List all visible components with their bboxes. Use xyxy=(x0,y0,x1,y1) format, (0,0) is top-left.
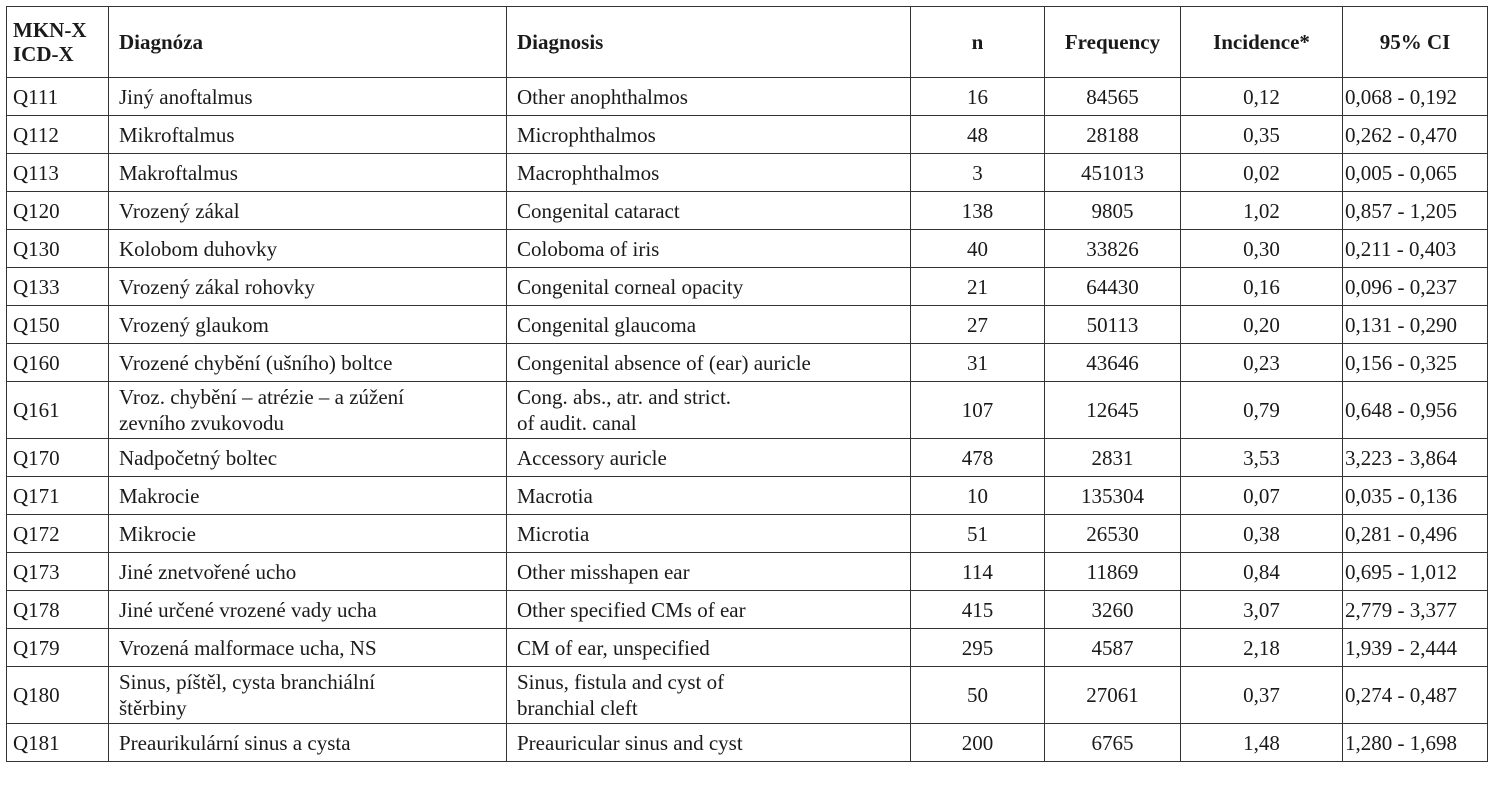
cell-diagnosis-line: Macrophthalmos xyxy=(517,160,660,185)
cell-frequency: 12645 xyxy=(1045,382,1181,439)
cell-diagnosis xyxy=(507,591,911,629)
table-row xyxy=(7,230,1488,268)
cell-frequency: 135304 xyxy=(1045,477,1181,515)
cell-frequency: 4587 xyxy=(1045,629,1181,667)
cell-incidence: 0,30 xyxy=(1181,230,1343,268)
cell-diagnosis xyxy=(507,306,911,344)
cell-n: 478 xyxy=(911,439,1045,477)
cell-ci: 1,280 - 1,698 xyxy=(1343,724,1488,762)
cell-frequency: 28188 xyxy=(1045,116,1181,154)
table-row xyxy=(7,591,1488,629)
cell-code: Q170 xyxy=(7,439,109,477)
table-row xyxy=(7,724,1488,762)
cell-diagnosis xyxy=(507,477,911,515)
cell-incidence: 0,12 xyxy=(1181,78,1343,116)
cell-diagnoza-line: Makroftalmus xyxy=(119,160,238,185)
cell-diagnosis-line: Macrotia xyxy=(517,483,593,508)
cell-incidence: 1,02 xyxy=(1181,192,1343,230)
cell-diagnosis xyxy=(507,268,911,306)
table-row xyxy=(7,306,1488,344)
cell-code: Q173 xyxy=(7,553,109,591)
cell-incidence: 0,35 xyxy=(1181,116,1343,154)
table-row xyxy=(7,629,1488,667)
cell-code: Q171 xyxy=(7,477,109,515)
table-row xyxy=(7,667,1488,724)
cell-ci: 1,939 - 2,444 xyxy=(1343,629,1488,667)
cell-diagnosis-line: Other anophthalmos xyxy=(517,84,688,109)
cell-diagnoza xyxy=(109,629,507,667)
header-incidence: Incidence* xyxy=(1181,7,1343,78)
cell-code: Q181 xyxy=(7,724,109,762)
cell-diagnosis-line: Coloboma of iris xyxy=(517,236,660,261)
cell-diagnosis xyxy=(507,192,911,230)
cell-diagnosis xyxy=(507,515,911,553)
cell-incidence: 0,37 xyxy=(1181,667,1343,724)
header-diagnosis: Diagnosis xyxy=(507,7,911,78)
cell-diagnosis-line: Sinus, fistula and cyst of xyxy=(517,670,725,694)
cell-n: 138 xyxy=(911,192,1045,230)
cell-ci: 0,156 - 0,325 xyxy=(1343,344,1488,382)
cell-incidence: 0,84 xyxy=(1181,553,1343,591)
cell-code: Q172 xyxy=(7,515,109,553)
cell-ci: 0,648 - 0,956 xyxy=(1343,382,1488,439)
cell-ci: 0,005 - 0,065 xyxy=(1343,154,1488,192)
cell-n: 51 xyxy=(911,515,1045,553)
table-row xyxy=(7,515,1488,553)
table-row xyxy=(7,268,1488,306)
cell-diagnoza xyxy=(109,724,507,762)
cell-n: 27 xyxy=(911,306,1045,344)
cell-diagnoza-line: Kolobom duhovky xyxy=(119,236,278,261)
cell-ci: 0,131 - 0,290 xyxy=(1343,306,1488,344)
cell-frequency: 11869 xyxy=(1045,553,1181,591)
header-row xyxy=(7,7,1488,78)
cell-diagnosis xyxy=(507,439,911,477)
cell-n: 50 xyxy=(911,667,1045,724)
cell-code: Q120 xyxy=(7,192,109,230)
cell-ci: 0,096 - 0,237 xyxy=(1343,268,1488,306)
cell-code: Q160 xyxy=(7,344,109,382)
cell-diagnoza xyxy=(109,154,507,192)
cell-frequency: 9805 xyxy=(1045,192,1181,230)
cell-diagnoza-line: Preaurikulární sinus a cysta xyxy=(119,730,351,755)
cell-code: Q179 xyxy=(7,629,109,667)
header-code: MKN-X ICD-X xyxy=(7,7,109,78)
cell-frequency: 64430 xyxy=(1045,268,1181,306)
cell-diagnoza xyxy=(109,230,507,268)
cell-diagnoza xyxy=(109,667,507,724)
cell-diagnosis-line: Microtia xyxy=(517,521,590,546)
cell-diagnosis-line: Congenital cataract xyxy=(517,198,680,223)
cell-diagnosis-line: Other specified CMs of ear xyxy=(517,597,746,622)
cell-n: 107 xyxy=(911,382,1045,439)
cell-diagnosis-line: Congenital absence of (ear) auricle xyxy=(517,350,811,375)
cell-diagnoza-line: Sinus, píštěl, cysta branchiální xyxy=(119,670,376,694)
cell-n: 200 xyxy=(911,724,1045,762)
header-diagnoza: Diagnóza xyxy=(109,7,507,78)
cell-code: Q150 xyxy=(7,306,109,344)
header-frequency: Frequency xyxy=(1045,7,1181,78)
cell-diagnosis xyxy=(507,629,911,667)
table-row xyxy=(7,553,1488,591)
cell-diagnoza-line: Makrocie xyxy=(119,483,200,508)
cell-frequency: 33826 xyxy=(1045,230,1181,268)
cell-diagnoza-line: Vrozená malformace ucha, NS xyxy=(119,635,377,660)
cell-n: 31 xyxy=(911,344,1045,382)
cell-incidence: 0,07 xyxy=(1181,477,1343,515)
table-row xyxy=(7,477,1488,515)
cell-code: Q180 xyxy=(7,667,109,724)
table-row xyxy=(7,439,1488,477)
cell-frequency: 26530 xyxy=(1045,515,1181,553)
cell-diagnoza-line: Vrozené chybění (ušního) boltce xyxy=(119,350,393,375)
cell-diagnoza-line: Jiné určené vrozené vady ucha xyxy=(119,597,377,622)
table-row xyxy=(7,382,1488,439)
cell-diagnoza-line: Vrozený zákal xyxy=(119,198,240,223)
cell-incidence: 0,20 xyxy=(1181,306,1343,344)
cell-n: 295 xyxy=(911,629,1045,667)
cell-incidence: 0,79 xyxy=(1181,382,1343,439)
cell-n: 415 xyxy=(911,591,1045,629)
cell-n: 3 xyxy=(911,154,1045,192)
cell-frequency: 451013 xyxy=(1045,154,1181,192)
cell-ci: 2,779 - 3,377 xyxy=(1343,591,1488,629)
cell-diagnoza-line: Mikrocie xyxy=(119,521,196,546)
cell-diagnoza-line: Jiné znetvořené ucho xyxy=(119,559,297,584)
cell-incidence: 0,02 xyxy=(1181,154,1343,192)
cell-code: Q178 xyxy=(7,591,109,629)
cell-diagnosis xyxy=(507,382,911,439)
diagnosis-incidence-table xyxy=(6,6,1488,762)
cell-frequency: 2831 xyxy=(1045,439,1181,477)
cell-diagnosis-line: CM of ear, unspecified xyxy=(517,635,710,660)
cell-ci: 0,035 - 0,136 xyxy=(1343,477,1488,515)
table-row xyxy=(7,78,1488,116)
cell-code: Q133 xyxy=(7,268,109,306)
cell-frequency: 6765 xyxy=(1045,724,1181,762)
cell-ci: 0,857 - 1,205 xyxy=(1343,192,1488,230)
cell-diagnoza-line: zevního zvukovodu xyxy=(119,411,285,435)
cell-frequency: 3260 xyxy=(1045,591,1181,629)
cell-diagnosis xyxy=(507,667,911,724)
cell-diagnosis-line: of audit. canal xyxy=(517,411,637,435)
cell-ci: 0,274 - 0,487 xyxy=(1343,667,1488,724)
cell-n: 21 xyxy=(911,268,1045,306)
cell-diagnoza xyxy=(109,116,507,154)
table-row xyxy=(7,344,1488,382)
cell-diagnoza xyxy=(109,268,507,306)
cell-diagnoza xyxy=(109,591,507,629)
cell-ci: 0,281 - 0,496 xyxy=(1343,515,1488,553)
cell-diagnoza xyxy=(109,78,507,116)
cell-diagnoza xyxy=(109,477,507,515)
cell-diagnosis xyxy=(507,154,911,192)
cell-diagnosis-line: Preauricular sinus and cyst xyxy=(517,730,743,755)
cell-diagnoza-line: Vrozený zákal rohovky xyxy=(119,274,315,299)
cell-diagnoza xyxy=(109,344,507,382)
cell-diagnosis xyxy=(507,78,911,116)
cell-diagnosis-line: Congenital glaucoma xyxy=(517,312,697,337)
cell-incidence: 0,23 xyxy=(1181,344,1343,382)
cell-diagnosis xyxy=(507,230,911,268)
cell-diagnosis-line: branchial cleft xyxy=(517,696,638,720)
cell-diagnoza-line: Mikroftalmus xyxy=(119,122,235,147)
cell-diagnoza-line: Vroz. chybění – atrézie – a zúžení xyxy=(119,385,405,409)
table-row xyxy=(7,192,1488,230)
cell-diagnoza-line: Nadpočetný boltec xyxy=(119,445,278,470)
cell-incidence: 2,18 xyxy=(1181,629,1343,667)
cell-n: 40 xyxy=(911,230,1045,268)
table-body xyxy=(7,78,1488,762)
cell-incidence: 0,38 xyxy=(1181,515,1343,553)
cell-code: Q130 xyxy=(7,230,109,268)
cell-diagnosis xyxy=(507,116,911,154)
cell-n: 48 xyxy=(911,116,1045,154)
cell-code: Q112 xyxy=(7,116,109,154)
cell-diagnoza xyxy=(109,553,507,591)
cell-code: Q111 xyxy=(7,78,109,116)
cell-ci: 0,211 - 0,403 xyxy=(1343,230,1488,268)
cell-code: Q113 xyxy=(7,154,109,192)
cell-diagnosis xyxy=(507,553,911,591)
cell-ci: 0,262 - 0,470 xyxy=(1343,116,1488,154)
table-row xyxy=(7,116,1488,154)
cell-code: Q161 xyxy=(7,382,109,439)
cell-diagnosis-line: Cong. abs., atr. and strict. xyxy=(517,385,732,409)
cell-n: 10 xyxy=(911,477,1045,515)
cell-frequency: 84565 xyxy=(1045,78,1181,116)
cell-diagnoza xyxy=(109,515,507,553)
cell-diagnoza xyxy=(109,439,507,477)
cell-diagnosis xyxy=(507,344,911,382)
cell-diagnoza-line: Jiný anoftalmus xyxy=(119,84,253,109)
header-n: n xyxy=(911,7,1045,78)
cell-ci: 0,695 - 1,012 xyxy=(1343,553,1488,591)
cell-diagnosis xyxy=(507,724,911,762)
cell-frequency: 50113 xyxy=(1045,306,1181,344)
cell-diagnoza-line: štěrbiny xyxy=(119,696,187,720)
cell-diagnoza xyxy=(109,192,507,230)
cell-diagnoza xyxy=(109,306,507,344)
cell-frequency: 43646 xyxy=(1045,344,1181,382)
table-row xyxy=(7,154,1488,192)
cell-incidence: 3,53 xyxy=(1181,439,1343,477)
cell-diagnosis-line: Other misshapen ear xyxy=(517,559,690,584)
cell-diagnosis-line: Microphthalmos xyxy=(517,122,656,147)
cell-ci: 0,068 - 0,192 xyxy=(1343,78,1488,116)
cell-diagnoza xyxy=(109,382,507,439)
cell-diagnosis-line: Accessory auricle xyxy=(517,445,667,470)
cell-frequency: 27061 xyxy=(1045,667,1181,724)
cell-incidence: 3,07 xyxy=(1181,591,1343,629)
cell-incidence: 1,48 xyxy=(1181,724,1343,762)
cell-ci: 3,223 - 3,864 xyxy=(1343,439,1488,477)
cell-diagnoza-line: Vrozený glaukom xyxy=(119,312,269,337)
cell-n: 16 xyxy=(911,78,1045,116)
header-ci: 95% CI xyxy=(1343,7,1488,78)
cell-n: 114 xyxy=(911,553,1045,591)
cell-incidence: 0,16 xyxy=(1181,268,1343,306)
cell-diagnosis-line: Congenital corneal opacity xyxy=(517,274,744,299)
